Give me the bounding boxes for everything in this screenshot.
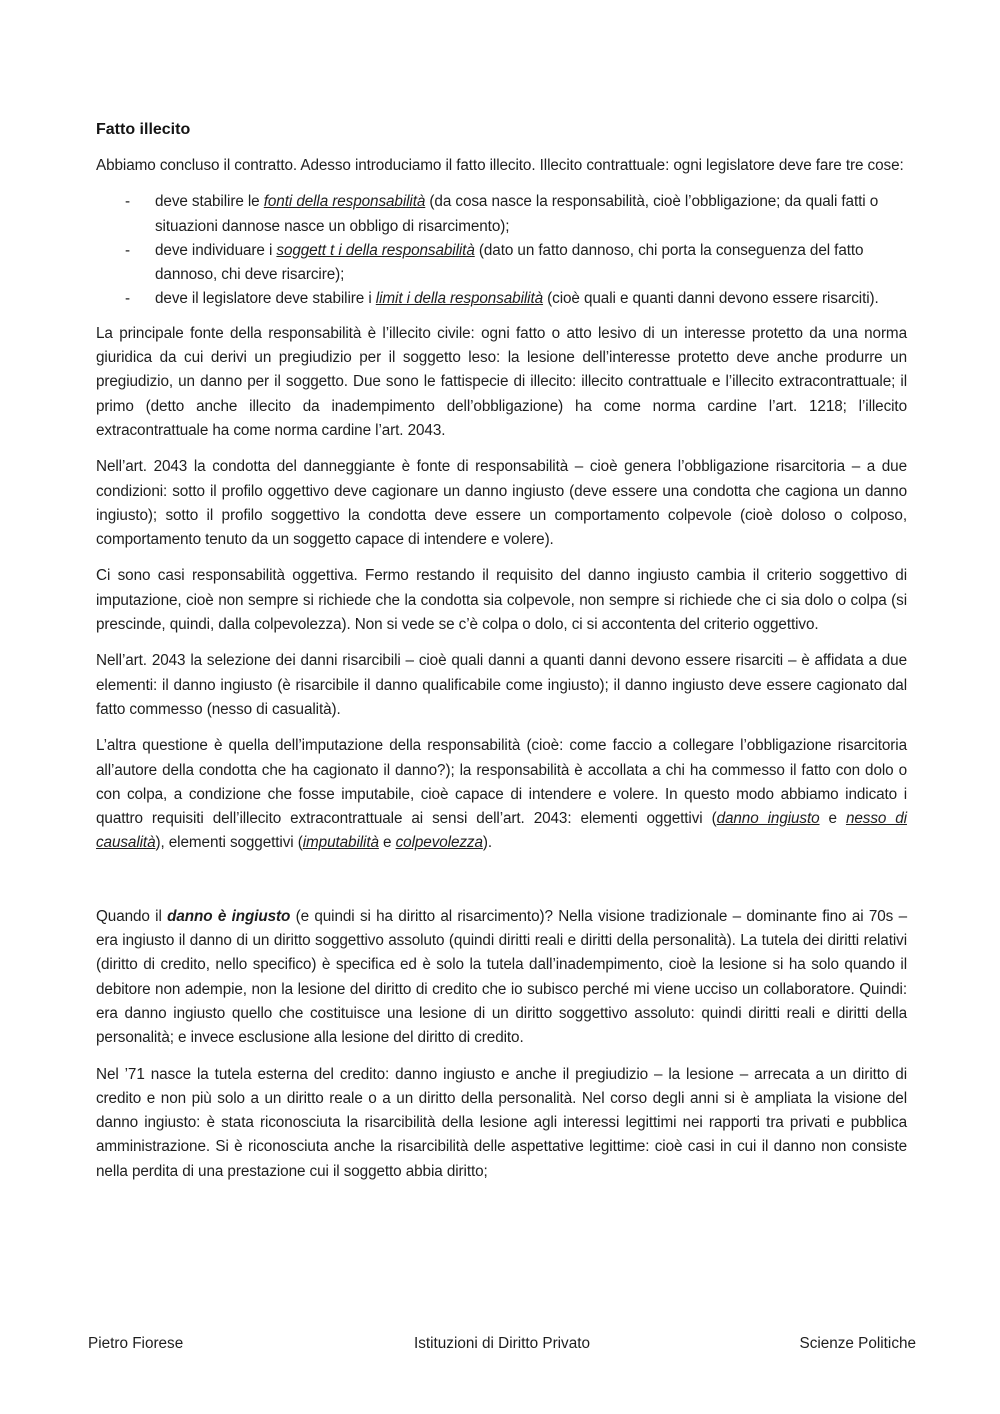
paragraph-intro: Abbiamo concluso il contratto. Adesso introduciamo il fatto illecito. Illecito contrattuale: ogni legislatore deve fare tre cose: — [96, 157, 904, 174]
list-item: - deve il legislatore deve stabilire i limit i della responsabilità (cioè quali e quanti danni devono essere risarciti). — [96, 287, 907, 311]
list-item: - deve stabilire le fonti della responsabilità (da cosa nasce la responsabilità, cioè l’obbligazione; da quali fatti o situazioni dannose nasce un obbligo di risarcimento); — [96, 190, 907, 239]
footer-author: Pietro Fiorese — [88, 1335, 184, 1352]
paragraph-danni-risarcibili: Nell’art. 2043 la selezione dei danni risarcibili – cioè quali danni a quanti danni devono essere risarciti – è affidata a due elementi: il danno ingiusto (è risarcibile il danno qualificabile come ingiusto); il danno ingiusto deve essere cagionato dal fatto commesso (nesso di casualità). — [96, 652, 907, 718]
paragraph-tutela-esterna: Nel ’71 nasce la tutela esterna del credito: danno ingiusto e anche il pregiudizio – la lesione – arrecata a un diritto di credito e non più solo a un diritto reale o a un diritto della personalità. Nel corso degli anni si è ampliata la visione del danno ingiusto: è stata riconosciuta la risarcibilità della lesione agli interessi legittimi nei rapporti tra privati e pubblica amministrazione. Si è riconosciuta anche la risarcibilità delle aspettative legittime: cioè casi in cui il danno non consiste nella perdita di una prestazione cui il soggetto abbia diritto; — [96, 1065, 907, 1180]
emphasis: nesso di causalità — [96, 810, 907, 852]
list-item: - deve individuare i soggett t i della responsabilità (dato un fatto dannoso, chi porta la conseguenza del fatto dannoso, chi deve risarcire); — [96, 239, 907, 288]
dash-bullet: - — [125, 241, 130, 259]
document-page — [96, 118, 907, 1196]
emphasis: imputabilità — [302, 834, 379, 852]
emphasis: limit i della responsabilità — [375, 290, 544, 308]
requirements-list — [96, 190, 907, 311]
emphasis: fonti della responsabilità — [263, 193, 426, 211]
dash-bullet: - — [125, 193, 130, 211]
emphasis: colpevolezza — [395, 834, 483, 852]
paragraph-art-2043-condotta: Nell’art. 2043 la condotta del danneggiante è fonte di responsabilità – cioè genera l’obbligazione risarcitoria – a due condizioni: sotto il profilo oggettivo deve cagionare un danno ingiusto (deve essere una condotta che cagiona un danno ingiusto); sotto il profilo soggettivo la condotta deve essere un comportamento colpevole (cioè doloso o colposo, comportamento tenuto da un soggetto capace di intendere e volere). — [96, 458, 907, 549]
paragraph-responsabilita-oggettiva: Ci sono casi responsabilità oggettiva. Fermo restando il requisito del danno ingiusto cambia il criterio soggettivo di imputazione, cioè non sempre si richiede che la condotta sia colpevole, non sempre si richiede che ci sia dolo o colpa (si prescinde, quindi, dalla colpevolezza). Non si vede se c’è colpa o dolo, ci si accontenta del criterio oggettivo. — [96, 567, 907, 634]
bold-emphasis: danno è ingiusto — [167, 907, 291, 925]
paragraph-danno-ingiusto: Quando il danno è ingiusto (e quindi si ha diritto al risarcimento)? Nella visione tradizionale – dominante fino ai 70s – era ingiusto il danno di un diritto soggettivo assoluto (quindi diritti reali e diritti della personalità). La tutela dei diritti relativi (diritto di credito, nello specifico) è specifica ed è solo la tutela dall’inadempimento, cioè la lesione si ha solo quando il debitore non adempie, non la lesione del diritto di credito che io subisco perché mi viene ucciso un collaboratore. Quindi: era danno ingiusto quello che costituisce una lesione di un diritto soggettivo assoluto: quindi diritti reali e diritti della personalità; e invece esclusione alla lesione del diritto di credito. — [96, 907, 907, 1047]
section-gap — [96, 868, 907, 905]
dash-bullet: - — [125, 290, 130, 308]
page-title: Fatto illecito — [96, 121, 191, 138]
paragraph-imputazione: L’altra questione è quella dell’imputazione della responsabilità (cioè: come faccio a collegare l’obbligazione risarcitoria all’autore della condotta che ha cagionato il danno?); la responsabilità è accollata a chi ha commesso il fatto con dolo o con colpa, a condizione che fosse imputabile, cioè capace di intendere e volere. In questo modo abbiamo indicato i quattro requisiti dell’illecito extracontrattuale ai sensi dell’art. 2043: elementi oggettivi (danno ingiusto e nesso di causalità), elementi soggettivi (imputabilità e colpevolezza). — [96, 737, 907, 852]
paragraph-illecito-civile: La principale fonte della responsabilità è l’illecito civile: ogni fatto o atto lesivo di un interesse protetto da una norma giuridica da cui derivi un pregiudizio per il soggetto leso: la lesione dell’interesse protetto deve anche produrre un pregiudizio, un danno per il soggetto. Due sono le fattispecie di illecito: illecito contrattuale e l’illecito extracontrattuale; il primo (detto anche illecito da inadempimento dell’obbligazione) ha come norma cardine l’art. 1218; l’illecito extracontrattuale ha come norma cardine l’art. 2043. — [96, 324, 907, 439]
emphasis: danno ingiusto — [716, 810, 820, 828]
footer-course: Istituzioni di Diritto Privato — [414, 1335, 590, 1352]
emphasis: soggett t i della responsabilità — [276, 241, 475, 259]
footer-faculty: Scienze Politiche — [799, 1335, 916, 1352]
page-footer — [88, 1332, 916, 1356]
